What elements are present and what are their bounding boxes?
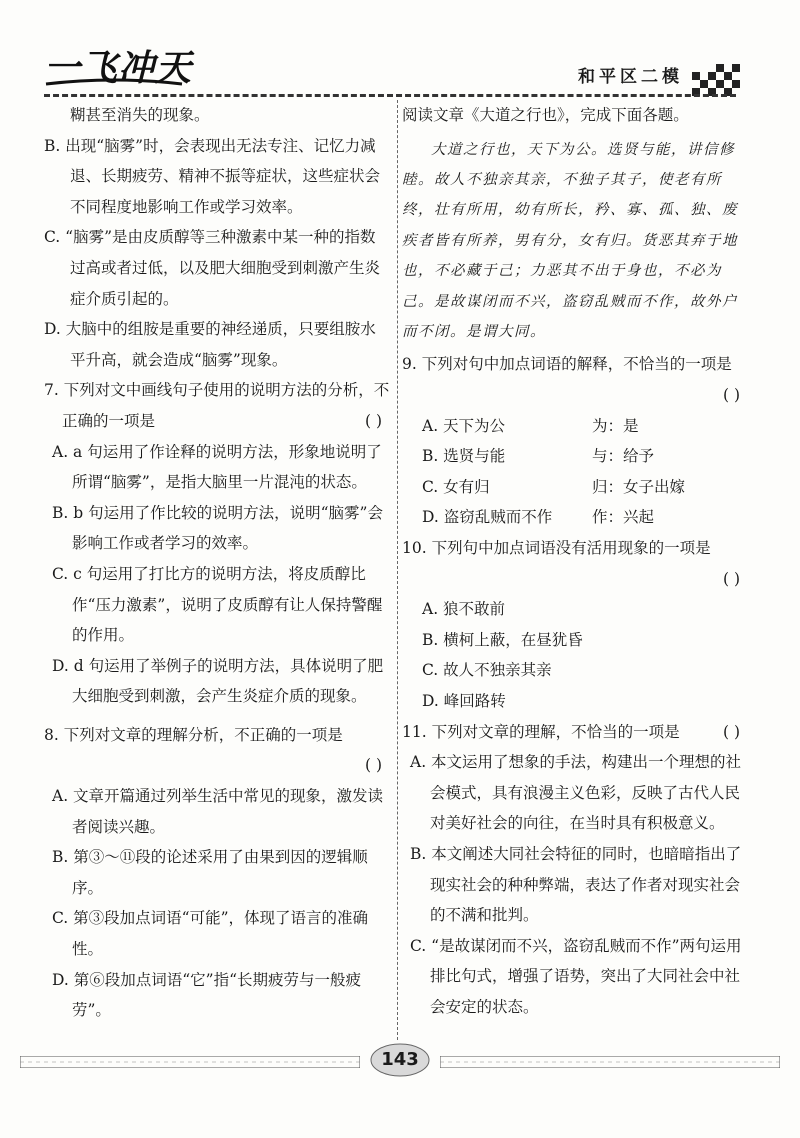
q6-option-b: B. 出现“脑雾”时，会表现出无法专注、记忆力减退、长期疲劳、精神不振等症状，这些症状会不同程度地影响工作或学习效率。	[44, 136, 381, 216]
q9-option-d-phrase: D. 盗窃乱贼而不作	[422, 508, 553, 527]
q7-option-b: B. b 句运用了作比较的说明方法，说明“脑雾”会影响工作或者学习的效率。	[52, 503, 383, 553]
q9-option-c-gloss: 归：女子出嫁	[592, 477, 686, 496]
q10-option-c: C. 故人不独亲其亲	[422, 661, 552, 680]
q9-option-c	[402, 472, 748, 503]
q11-option-c: C. “是故谋闭而不兴，盗窃乱贼而不作”两句运用排比句式，增强了语势，突出了大同社会中社会安定的状态。	[410, 936, 742, 1016]
q10-answer-paren: ( )	[722, 569, 740, 588]
q9-option-b-phrase: B. 选贤与能	[422, 447, 506, 466]
left-column	[44, 100, 390, 1026]
q10-option-b: B. 横柯上蔽，在昼犹昏	[422, 630, 583, 649]
q11-option-b: B. 本文阐述大同社会特征的同时，也暗暗指出了现实社会的种种弊端，表达了作者对现实社会的不满和批判。	[410, 844, 742, 925]
page-header	[0, 0, 800, 100]
classical-passage: 大道之行也，天下为公。选贤与能，讲信修睦。故人不独亲其亲，不独子其子，使老有所终，壮有所用，幼有所长，矜、寡、孤、独、废疾者皆有所养，男有分，女有归。货恶其弃于地也，不必藏于己；力恶其不出于身也，不必为己。是故谋闭而不兴，盗窃乱贼而不作，故外户而不闭。是谓大同。	[402, 141, 738, 341]
footer-ornament-right-icon	[440, 1056, 780, 1068]
brand-logo: 一飞冲天	[44, 48, 193, 89]
question-11	[402, 717, 748, 1023]
column-divider	[397, 100, 398, 1040]
exam-title: 和平区二模	[578, 67, 683, 87]
q9-option-a	[402, 411, 748, 442]
question-8	[44, 720, 390, 1026]
q8-stem: 8. 下列对文章的理解分析，不正确的一项是	[44, 725, 343, 744]
q7-option-a: A. a 句运用了作诠释的说明方法，形象地说明了所谓“脑雾”，是指大脑里一片混沌的状态。	[52, 442, 382, 492]
question-7	[44, 375, 390, 712]
q9-option-c-phrase: C. 女有归	[422, 477, 490, 496]
reading-intro: 阅读文章《大道之行也》，完成下面各题。	[402, 106, 689, 124]
q9-answer-paren: ( )	[722, 386, 740, 405]
q7-stem: 7. 下列对文中画线句子使用的说明方法的分析，不正确的一项是	[44, 381, 390, 430]
q11-option-a: A. 本文运用了想象的手法，构建出一个理想的社会模式，具有浪漫主义色彩，反映了古代人民对美好社会的向往，在当时具有积极意义。	[410, 753, 742, 833]
continued-line: 糊甚至消失的现象。	[70, 106, 210, 124]
q7-option-c: C. c 句运用了打比方的说明方法，将皮质醇比作“压力激素”，说明了皮质醇有让人保持警醒的作用。	[52, 564, 383, 645]
q9-option-b	[402, 441, 748, 472]
q8-option-d: D. 第⑥段加点词语“它”指“长期疲劳与一般疲劳”。	[52, 970, 362, 1020]
page-number: 143	[381, 1049, 419, 1070]
q8-answer-paren: ( )	[364, 756, 382, 775]
footer-ornament-left-icon	[20, 1056, 360, 1068]
q9-option-d-gloss: 作：兴起	[592, 508, 655, 527]
q8-option-b: B. 第③～⑪段的论述采用了由果到因的逻辑顺序。	[52, 848, 368, 897]
question-10	[402, 533, 748, 717]
page-footer	[0, 1036, 800, 1096]
q9-option-a-phrase: A. 天下为公	[422, 416, 506, 435]
q10-option-a: A. 狼不敢前	[422, 600, 506, 619]
q7-answer-paren: ( )	[364, 411, 382, 430]
q11-answer-paren: ( )	[722, 722, 740, 741]
q10-option-d: D. 峰回路转	[422, 691, 506, 710]
q11-stem: 11. 下列对文章的理解，不恰当的一项是	[402, 722, 680, 741]
q8-option-c: C. 第③段加点词语“可能”，体现了语言的准确性。	[52, 909, 369, 959]
q9-option-d	[402, 502, 748, 533]
header-rule	[44, 94, 736, 97]
q7-option-d: D. d 句运用了举例子的说明方法，具体说明了肥大细胞受到刺激，会产生炎症介质的现象。	[52, 656, 384, 706]
logo-swoosh-icon	[44, 78, 184, 88]
q6-option-c: C. “脑雾”是由皮质醇等三种激素中某一种的指数过高或者过低，以及肥大细胞受到刺激产生炎症介质引起的。	[44, 228, 381, 308]
checker-pattern-icon	[692, 60, 740, 96]
question-9	[402, 349, 748, 533]
q6-option-d: D. 大脑中的组胺是重要的神经递质，只要组胺水平升高，就会造成“脑雾”现象。	[44, 320, 376, 369]
q9-stem: 9. 下列对句中加点词语的解释，不恰当的一项是	[402, 355, 732, 374]
right-column	[402, 100, 748, 1023]
q9-option-a-gloss: 为：是	[592, 416, 639, 435]
q8-option-a: A. 文章开篇通过列举生活中常见的现象，激发读者阅读兴趣。	[52, 787, 384, 836]
q9-option-b-gloss: 与：给予	[592, 447, 655, 466]
q10-stem: 10. 下列句中加点词语没有活用现象的一项是	[402, 539, 711, 557]
